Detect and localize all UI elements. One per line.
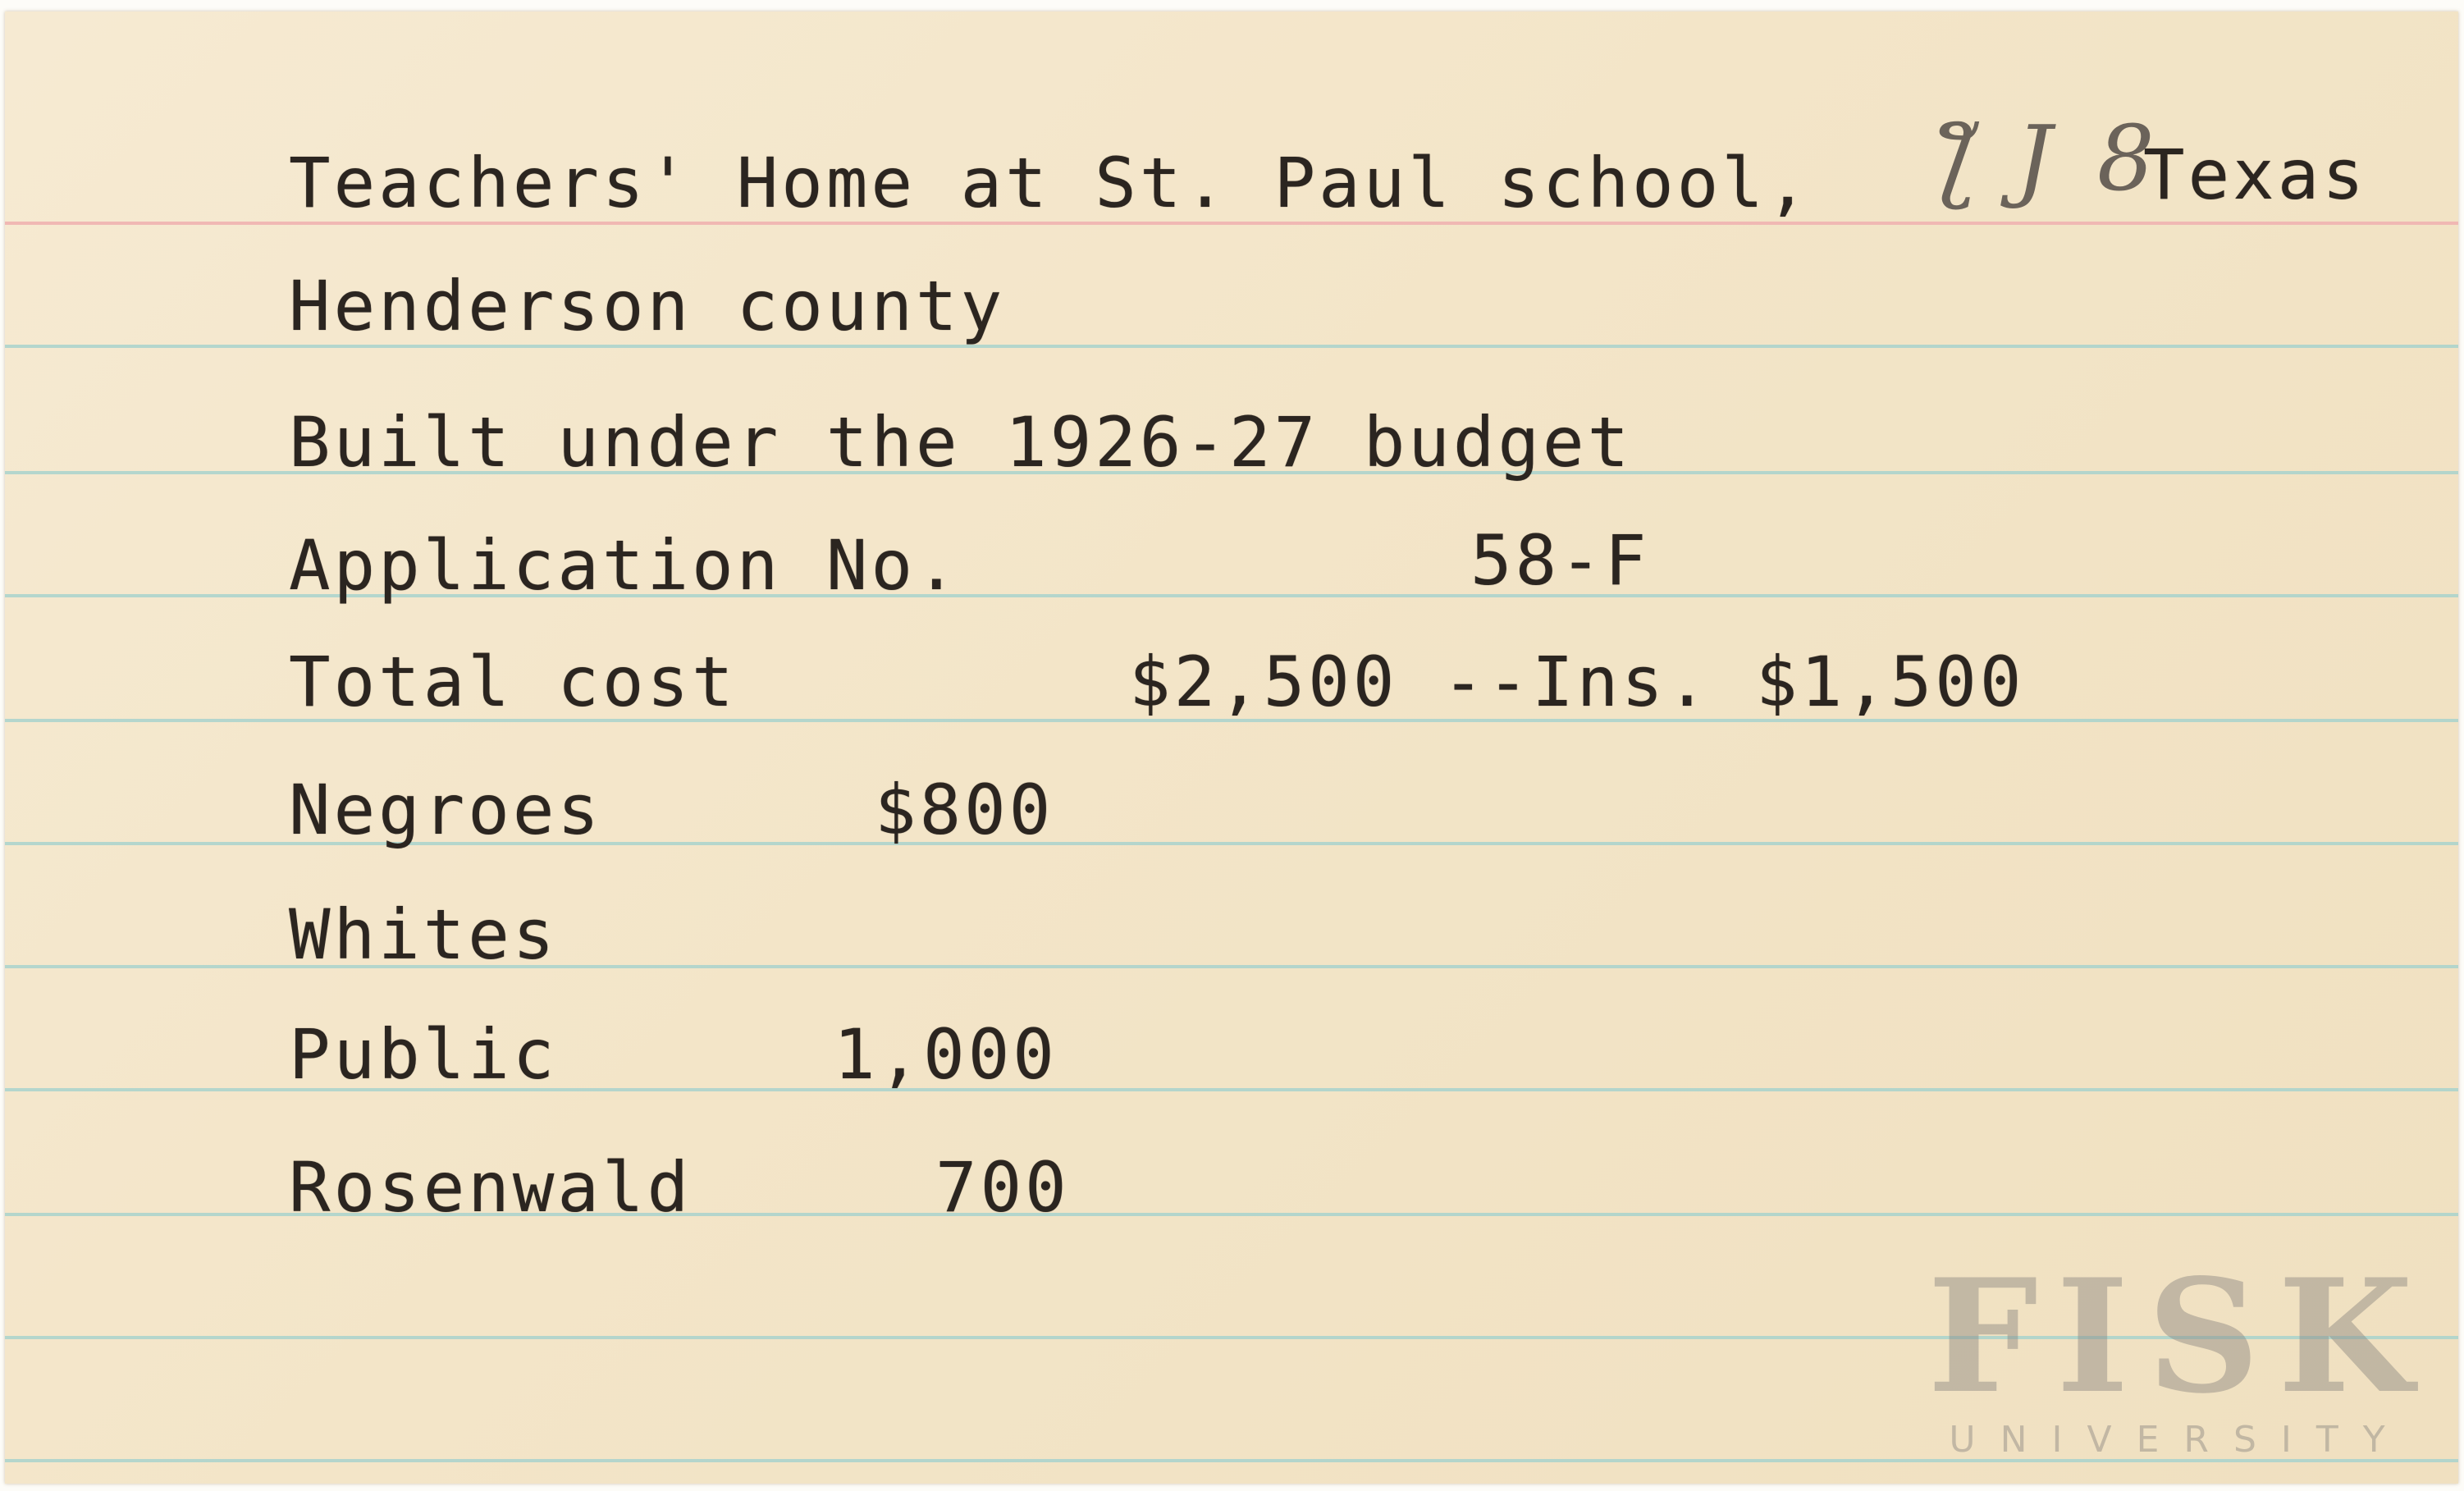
public-value: 1,000 <box>834 1014 1058 1095</box>
budget-line: Built under the 1926-27 budget <box>289 402 1633 483</box>
logo-subtitle: UNIVERSITY <box>1949 1419 2410 1461</box>
state-name: Texas <box>2143 135 2367 215</box>
whites-label: Whites <box>289 894 558 975</box>
county-name: Henderson county <box>289 266 1006 346</box>
logo-wordmark: FISK <box>1927 1245 2432 1428</box>
rosenwald-value: 700 <box>935 1147 1070 1228</box>
handwritten-annotation: ƪ J 8 <box>1941 106 2163 211</box>
index-card <box>5 11 2458 1484</box>
negroes-label: Negroes <box>289 770 603 850</box>
school-title: Teachers' Home at St. Paul school, <box>289 143 1812 223</box>
rosenwald-label: Rosenwald <box>289 1147 693 1228</box>
negroes-value: $800 <box>875 770 1054 850</box>
application-number: 58-F <box>1470 520 1650 601</box>
total-cost-label: Total cost <box>289 642 737 722</box>
application-label: Application No. <box>289 525 961 606</box>
fisk-university-logo <box>1917 1245 2442 1484</box>
total-cost-value: $2,500 --Ins. $1,500 <box>1129 642 2025 722</box>
public-label: Public <box>289 1014 558 1095</box>
